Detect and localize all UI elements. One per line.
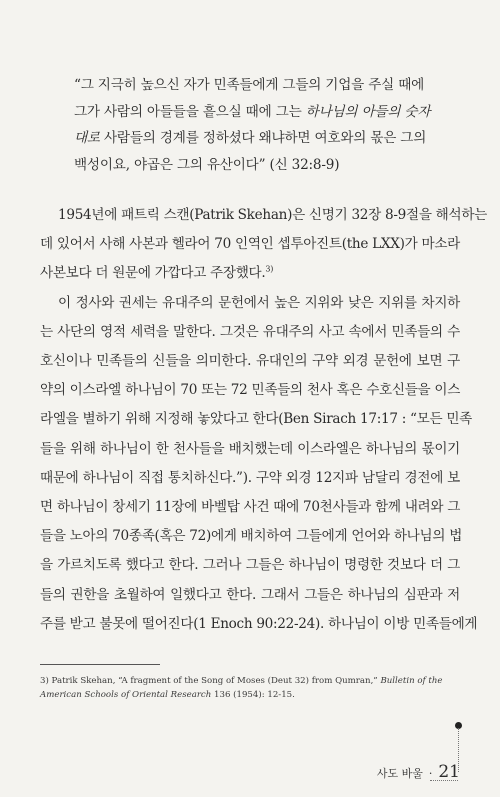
body-line: 을 가르치도록 했다고 한다. 그러나 그들은 하나님이 명령한 것보다 더 그 — [40, 557, 460, 574]
body-line: 사본보다 더 원문에 가깝다고 주장했다.$^{3)}$ — [40, 264, 274, 282]
body-line: 들을 위해 하나님이 한 천사들을 배치했는데 이스라엘은 하나님의 몫이기 — [40, 440, 460, 457]
footnote-ref[interactable]: 3) — [265, 264, 274, 274]
footnote-divider — [40, 664, 160, 665]
body-line: 들을 노아의 70종족(혹은 72)에게 배치하여 그들에게 언어와 하나님의 법 — [40, 528, 463, 545]
body-line: 는 사단의 영적 세력을 말한다. 그것은 유대주의 사고 속에서 민족들의 수 — [40, 323, 460, 340]
footnote: 3) Patrik Skehan, “A fragment of the Song of Moses (Deut 32) from Qumran,” Bulletin of the American Schools of Oriental Research 136 (1954): 12-15. — [40, 676, 443, 700]
quote-line-3: 대로 사람들의 경계를 정하셨다 왜냐하면 여호와의 몫은 그의 — [74, 130, 427, 146]
quote-line-4: 백성이요, 야곱은 그의 유산이다” (신 32:8-9) — [74, 156, 340, 173]
body-line: 들의 권한을 초월하여 일했다고 한다. 그래서 그들은 하나님의 심판과 저 — [40, 586, 460, 603]
running-title: 사도 바울 — [376, 767, 423, 780]
body-line: 이 정사와 권세는 유대주의 문헌에서 높은 지위와 낮은 지위를 차지하 — [58, 294, 460, 311]
quote-emphasis-cont: 대로 — [74, 130, 100, 146]
body-line: 약의 이스라엘 하나님이 70 또는 72 민족들의 천사 혹은 수호신들을 이스 — [40, 382, 461, 399]
body-line: 라엘을 별하기 위해 지정해 놓았다고 한다(Ben Sirach 17:17 : “모든 민족 — [40, 411, 473, 428]
body-line: 호신이나 민족들의 신들을 의미한다. 유대인의 구약 외경 문헌에 보면 구 — [40, 353, 460, 370]
quote-line-1: “그 지극히 높으신 자가 민족들에게 그들의 기업을 주실 때에 — [74, 77, 425, 93]
body-line: 때문에 하나님이 직접 통치하신다.”). 구약 외경 12지파 남달리 경전에 보 — [40, 469, 460, 486]
scripture-quote — [74, 72, 446, 178]
body-line: 면 하나님이 창세기 11장에 바벨탑 사건 때에 70천사들과 함께 내려와 그 — [40, 499, 461, 516]
folio-separator: · — [428, 767, 433, 780]
body-line: 주를 받고 불못에 떨어진다(1 Enoch 90:22-24). 하나님이 이방 민족들에게 — [40, 615, 478, 632]
page-folio — [377, 762, 460, 782]
body-line: 데 있어서 사해 사본과 헬라어 70 인역인 셉투아진트(the LXX)가 마소라 — [40, 236, 460, 253]
footnote-journal: Bulletin of the American Schools of Oriental Research — [40, 676, 443, 700]
body-text — [40, 201, 487, 639]
quote-emphasis: 하나님의 아들의 숫자 — [305, 103, 431, 120]
page-number: 21 — [438, 762, 460, 782]
quote-line-2: 그가 사람의 아들들을 흩으실 때에 그는 하나님의 아들의 숫자 — [74, 103, 431, 120]
body-line: 1954년에 패트릭 스캔(Patrik Skehan)은 신명기 32장 8-9절을 해석하는 — [58, 207, 487, 223]
